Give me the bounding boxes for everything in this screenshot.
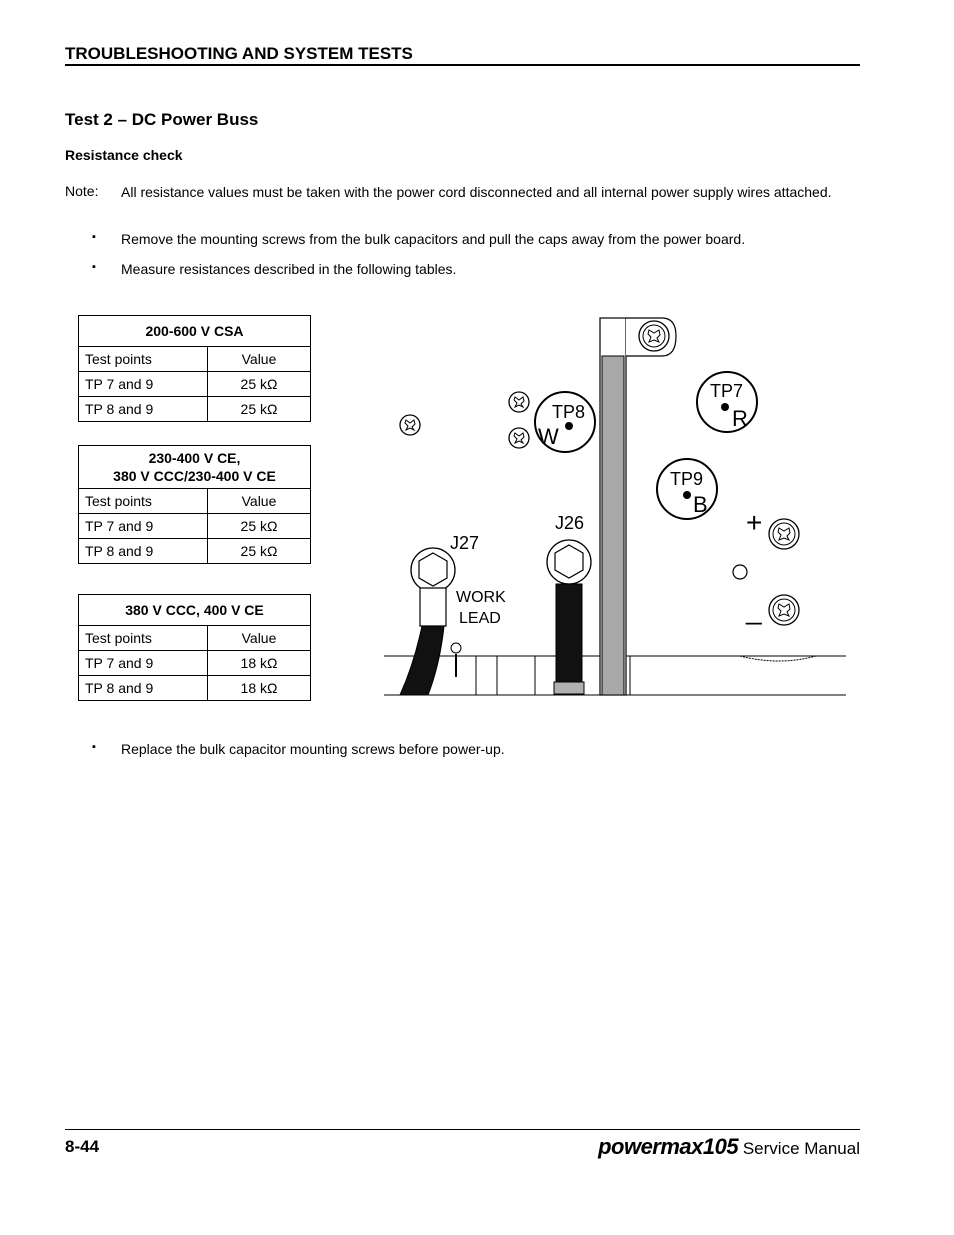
column-header: Value xyxy=(208,347,311,372)
power-board-diagram xyxy=(384,314,846,698)
table-row xyxy=(79,397,311,422)
test-point-tp8 xyxy=(535,392,595,452)
footer-brand xyxy=(598,1134,860,1160)
tp9-label: TP9 xyxy=(670,469,704,489)
bullet-icon: ▪ xyxy=(92,261,96,273)
screw-icon xyxy=(509,392,529,412)
note-text: All resistance values must be taken with the power cord disconnected and all internal power supply wires attached. xyxy=(121,184,832,200)
subsection-title: Resistance check xyxy=(65,147,183,163)
bullet-text: Remove the mounting screws from the bulk capacitors and pull the caps away from the power board. xyxy=(121,231,746,247)
header-rule xyxy=(65,64,860,66)
tp7-label: TP7 xyxy=(710,381,744,401)
resistance-table-csa xyxy=(78,315,311,422)
tp7-letter: R xyxy=(732,406,748,431)
screw-icon xyxy=(509,428,529,448)
tp8-letter: W xyxy=(538,424,559,449)
table-cell: 25 kΩ xyxy=(208,372,311,397)
lead-label: LEAD xyxy=(459,610,501,627)
tp9-letter: B xyxy=(693,492,708,517)
column-header: Test points xyxy=(79,489,208,514)
table-cell: 25 kΩ xyxy=(208,539,311,564)
bullet-text: Replace the bulk capacitor mounting screws before power-up. xyxy=(121,741,505,757)
page-number: 8-44 xyxy=(65,1137,100,1156)
j26-terminal xyxy=(547,513,591,694)
test-point-tp7 xyxy=(697,372,757,432)
screw-icon xyxy=(400,415,420,435)
table-cell: TP 8 and 9 xyxy=(79,539,208,564)
table-row xyxy=(79,539,311,564)
table-row xyxy=(79,651,311,676)
table-cell: TP 7 and 9 xyxy=(79,514,208,539)
footer-suffix: Service Manual xyxy=(738,1139,860,1158)
minus-sign: _ xyxy=(746,594,762,625)
tp8-label: TP8 xyxy=(552,402,586,422)
work-label: WORK xyxy=(456,589,506,606)
header-title: TROUBLESHOOTING AND SYSTEM TESTS xyxy=(65,44,413,63)
j27-terminal xyxy=(400,533,506,695)
resistance-table-ccc-ce xyxy=(78,594,311,701)
table-cell: TP 8 and 9 xyxy=(79,397,208,422)
screw-icon xyxy=(769,519,799,549)
column-header: Value xyxy=(208,626,311,651)
table-header-row xyxy=(79,489,311,514)
test-point-tp9 xyxy=(657,459,717,519)
table-title: 200-600 V CSA xyxy=(79,316,311,347)
screw-icon xyxy=(769,595,799,625)
hole-icon xyxy=(733,565,747,579)
table-cell: 25 kΩ xyxy=(208,397,311,422)
table-row xyxy=(79,514,311,539)
table-header-row xyxy=(79,347,311,372)
brand-name: powermax105 xyxy=(598,1134,739,1159)
bullet-icon: ▪ xyxy=(92,231,96,243)
bullet-text: Measure resistances described in the following tables. xyxy=(121,261,457,277)
note-label: Note: xyxy=(65,183,99,199)
column-header: Test points xyxy=(79,347,208,372)
table-header-row xyxy=(79,626,311,651)
table-row xyxy=(79,676,311,701)
plus-sign: + xyxy=(746,507,763,538)
bullet-icon: ▪ xyxy=(92,741,96,753)
column-header: Test points xyxy=(79,626,208,651)
table-cell: TP 7 and 9 xyxy=(79,651,208,676)
table-cell: TP 8 and 9 xyxy=(79,676,208,701)
table-title xyxy=(79,446,311,489)
resistance-table-ce-ccc xyxy=(78,445,311,564)
table-title: 380 V CCC, 400 V CE xyxy=(79,595,311,626)
table-cell: 18 kΩ xyxy=(208,651,311,676)
table-cell: 25 kΩ xyxy=(208,514,311,539)
j26-label: J26 xyxy=(555,513,585,533)
table-cell: TP 7 and 9 xyxy=(79,372,208,397)
table-title-line: 230-400 V CE, xyxy=(148,450,241,466)
footer-rule xyxy=(65,1129,860,1130)
j27-label: J27 xyxy=(450,533,480,553)
table-row xyxy=(79,372,311,397)
column-header: Value xyxy=(208,489,311,514)
section-title: Test 2 – DC Power Buss xyxy=(65,110,259,129)
table-title-line: 380 V CCC/230-400 V CE xyxy=(113,468,276,484)
table-cell: 18 kΩ xyxy=(208,676,311,701)
